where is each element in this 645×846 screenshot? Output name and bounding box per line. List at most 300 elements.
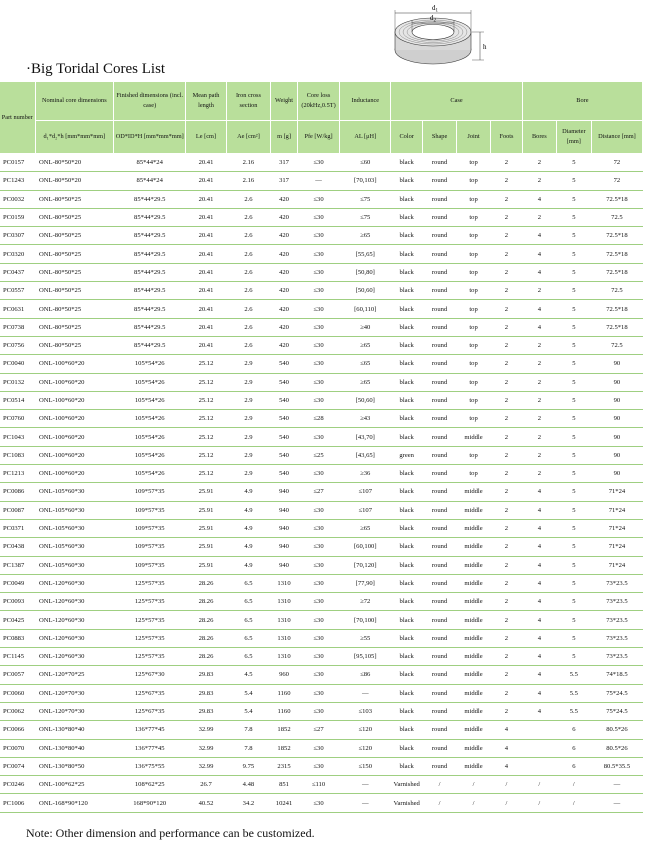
cell-case-color: Varnished bbox=[391, 794, 423, 812]
cell-core-loss: ≤30 bbox=[297, 318, 339, 336]
cell-part-number: PC0093 bbox=[0, 593, 35, 611]
cell-bores: 2 bbox=[522, 410, 556, 428]
cell-inductance: ≥40 bbox=[340, 318, 391, 336]
cell-mean-path-length: 29.83 bbox=[186, 666, 226, 684]
cell-mean-path-length: 28.26 bbox=[186, 574, 226, 592]
cell-bores: 2 bbox=[522, 208, 556, 226]
cell-case-foots: 4 bbox=[491, 757, 523, 775]
diagram-label-h: h bbox=[483, 43, 487, 51]
cell-case-shape: round bbox=[423, 574, 457, 592]
cell-part-number: PC0057 bbox=[0, 666, 35, 684]
cell-mean-path-length: 25.12 bbox=[186, 391, 226, 409]
cell-iron-cross-section: 6.5 bbox=[226, 593, 271, 611]
cell-part-number: PC0631 bbox=[0, 300, 35, 318]
cell-case-color: black bbox=[391, 666, 423, 684]
cell-nominal-dimensions: ONL-120*60*30 bbox=[35, 611, 114, 629]
cell-bores: 4 bbox=[522, 318, 556, 336]
cell-case-color: black bbox=[391, 355, 423, 373]
cell-iron-cross-section: 6.5 bbox=[226, 611, 271, 629]
table-row bbox=[0, 519, 643, 537]
cell-case-color: black bbox=[391, 245, 423, 263]
cell-case-shape: round bbox=[423, 593, 457, 611]
cell-bore-distance: 80.5*26 bbox=[591, 739, 642, 757]
cell-case-shape: / bbox=[423, 794, 457, 812]
cell-part-number: PC0062 bbox=[0, 702, 35, 720]
cell-case-shape: round bbox=[423, 501, 457, 519]
cell-finished-dimensions: 85*44*29.5 bbox=[114, 190, 186, 208]
cell-case-color: black bbox=[391, 593, 423, 611]
cell-weight: 420 bbox=[271, 227, 298, 245]
cell-bore-diameter: 5 bbox=[556, 410, 591, 428]
cell-weight: 540 bbox=[271, 373, 298, 391]
cell-case-color: black bbox=[391, 336, 423, 354]
cell-case-foots: / bbox=[491, 794, 523, 812]
cell-part-number: PC0307 bbox=[0, 227, 35, 245]
cell-finished-dimensions: 125*67*30 bbox=[114, 666, 186, 684]
cell-iron-cross-section: 6.5 bbox=[226, 648, 271, 666]
cell-inductance: ≤75 bbox=[340, 208, 391, 226]
cell-iron-cross-section: 2.6 bbox=[226, 336, 271, 354]
table-row bbox=[0, 776, 643, 794]
cell-weight: 540 bbox=[271, 428, 298, 446]
cell-bore-diameter: 5.5 bbox=[556, 684, 591, 702]
cell-case-joint: middle bbox=[457, 721, 491, 739]
cell-case-shape: round bbox=[423, 336, 457, 354]
cell-bores: 4 bbox=[522, 227, 556, 245]
header-core-loss: Core loss (20kHz,0.5T) bbox=[297, 82, 339, 121]
cell-case-color: black bbox=[391, 300, 423, 318]
cell-iron-cross-section: 6.5 bbox=[226, 629, 271, 647]
cell-inductance: [43,65] bbox=[340, 446, 391, 464]
cell-case-joint: top bbox=[457, 336, 491, 354]
cell-nominal-dimensions: ONL-105*60*30 bbox=[35, 501, 114, 519]
cell-bores: 4 bbox=[522, 684, 556, 702]
cell-finished-dimensions: 85*44*24 bbox=[114, 172, 186, 190]
cell-case-shape: round bbox=[423, 721, 457, 739]
cell-inductance: ≤65 bbox=[340, 355, 391, 373]
cell-finished-dimensions: 105*54*26 bbox=[114, 410, 186, 428]
cell-part-number: PC0132 bbox=[0, 373, 35, 391]
cell-weight: 851 bbox=[271, 776, 298, 794]
cell-nominal-dimensions: ONL-120*60*30 bbox=[35, 648, 114, 666]
cell-nominal-dimensions: ONL-100*60*20 bbox=[35, 446, 114, 464]
table-row bbox=[0, 757, 643, 775]
cell-case-shape: / bbox=[423, 776, 457, 794]
cell-iron-cross-section: 2.6 bbox=[226, 245, 271, 263]
table-row bbox=[0, 611, 643, 629]
cell-core-loss: ≤30 bbox=[297, 263, 339, 281]
cell-case-color: black bbox=[391, 373, 423, 391]
cell-case-color: black bbox=[391, 574, 423, 592]
cell-mean-path-length: 25.91 bbox=[186, 519, 226, 537]
cell-case-joint: middle bbox=[457, 574, 491, 592]
cell-mean-path-length: 25.12 bbox=[186, 355, 226, 373]
table-row bbox=[0, 574, 643, 592]
cell-mean-path-length: 32.99 bbox=[186, 721, 226, 739]
cell-iron-cross-section: 2.9 bbox=[226, 428, 271, 446]
cell-inductance: ≤103 bbox=[340, 702, 391, 720]
cell-case-shape: round bbox=[423, 227, 457, 245]
cell-case-shape: round bbox=[423, 154, 457, 172]
cell-case-shape: round bbox=[423, 648, 457, 666]
cell-nominal-dimensions: ONL-120*70*30 bbox=[35, 684, 114, 702]
cell-bore-diameter: 5 bbox=[556, 245, 591, 263]
cell-mean-path-length: 20.41 bbox=[186, 172, 226, 190]
cell-iron-cross-section: 4.9 bbox=[226, 538, 271, 556]
cell-weight: 317 bbox=[271, 172, 298, 190]
header-inductance: Inductance bbox=[340, 82, 391, 121]
cell-core-loss: ≤30 bbox=[297, 556, 339, 574]
cell-case-joint: middle bbox=[457, 739, 491, 757]
cell-bore-distance: 72.5*18 bbox=[591, 318, 642, 336]
cell-case-joint: middle bbox=[457, 519, 491, 537]
cell-finished-dimensions: 105*54*26 bbox=[114, 373, 186, 391]
cell-case-foots: 2 bbox=[491, 702, 523, 720]
table-row bbox=[0, 721, 643, 739]
cell-weight: 420 bbox=[271, 336, 298, 354]
cell-bore-distance: 72.5*18 bbox=[591, 300, 642, 318]
cell-bore-distance: 73*23.5 bbox=[591, 629, 642, 647]
cell-iron-cross-section: 5.4 bbox=[226, 702, 271, 720]
cell-finished-dimensions: 109*57*35 bbox=[114, 556, 186, 574]
cell-mean-path-length: 20.41 bbox=[186, 245, 226, 263]
table-row bbox=[0, 556, 643, 574]
cell-nominal-dimensions: ONL-120*70*25 bbox=[35, 666, 114, 684]
cell-weight: 1310 bbox=[271, 611, 298, 629]
cell-mean-path-length: 25.12 bbox=[186, 428, 226, 446]
cell-weight: 1310 bbox=[271, 593, 298, 611]
cell-bore-distance: 72.5 bbox=[591, 282, 642, 300]
cell-part-number: PC0557 bbox=[0, 282, 35, 300]
cell-iron-cross-section: 2.9 bbox=[226, 410, 271, 428]
cell-inductance: ≤150 bbox=[340, 757, 391, 775]
table-row bbox=[0, 593, 643, 611]
cell-case-color: black bbox=[391, 227, 423, 245]
cell-mean-path-length: 20.41 bbox=[186, 300, 226, 318]
cell-case-joint: middle bbox=[457, 702, 491, 720]
cell-finished-dimensions: 85*44*29.5 bbox=[114, 208, 186, 226]
cell-nominal-dimensions: ONL-80*50*25 bbox=[35, 208, 114, 226]
cell-case-color: black bbox=[391, 556, 423, 574]
cell-finished-dimensions: 85*44*24 bbox=[114, 154, 186, 172]
cell-weight: 420 bbox=[271, 318, 298, 336]
cell-finished-dimensions: 136*75*55 bbox=[114, 757, 186, 775]
cell-bore-distance: — bbox=[591, 794, 642, 812]
cell-core-loss: ≤30 bbox=[297, 629, 339, 647]
cell-bore-diameter: 5 bbox=[556, 282, 591, 300]
cell-mean-path-length: 29.83 bbox=[186, 684, 226, 702]
cell-nominal-dimensions: ONL-105*60*30 bbox=[35, 538, 114, 556]
cell-bores: 4 bbox=[522, 245, 556, 263]
cell-mean-path-length: 25.12 bbox=[186, 410, 226, 428]
cell-finished-dimensions: 109*57*35 bbox=[114, 483, 186, 501]
cell-case-foots: 2 bbox=[491, 318, 523, 336]
table-row bbox=[0, 336, 643, 354]
cell-core-loss: ≤30 bbox=[297, 300, 339, 318]
cell-case-color: black bbox=[391, 702, 423, 720]
cell-bore-distance: 80.5*26 bbox=[591, 721, 642, 739]
cell-bores: 4 bbox=[522, 611, 556, 629]
cell-iron-cross-section: 2.16 bbox=[226, 154, 271, 172]
cell-nominal-dimensions: ONL-100*60*20 bbox=[35, 391, 114, 409]
cell-finished-dimensions: 136*77*45 bbox=[114, 721, 186, 739]
cell-case-joint: top bbox=[457, 263, 491, 281]
cell-part-number: PC0883 bbox=[0, 629, 35, 647]
cell-bore-distance: 71*24 bbox=[591, 483, 642, 501]
cell-nominal-dimensions: ONL-120*60*30 bbox=[35, 593, 114, 611]
cell-case-joint: top bbox=[457, 154, 491, 172]
cell-bore-diameter: / bbox=[556, 794, 591, 812]
cell-inductance: ≤107 bbox=[340, 483, 391, 501]
cell-weight: 2315 bbox=[271, 757, 298, 775]
cell-nominal-dimensions: ONL-80*50*25 bbox=[35, 318, 114, 336]
cell-case-foots: 2 bbox=[491, 227, 523, 245]
cell-inductance: [43,70] bbox=[340, 428, 391, 446]
cell-core-loss: ≤30 bbox=[297, 702, 339, 720]
cell-iron-cross-section: 2.6 bbox=[226, 227, 271, 245]
cell-weight: 1160 bbox=[271, 702, 298, 720]
cell-case-foots: 2 bbox=[491, 245, 523, 263]
footnote: Note: Other dimension and performance can be customized. bbox=[26, 826, 315, 840]
cell-case-shape: round bbox=[423, 684, 457, 702]
cell-core-loss: ≤30 bbox=[297, 501, 339, 519]
cell-bore-diameter: 5 bbox=[556, 190, 591, 208]
cell-bore-distance: 72.5*18 bbox=[591, 263, 642, 281]
cell-part-number: PC0032 bbox=[0, 190, 35, 208]
cell-case-joint: middle bbox=[457, 538, 491, 556]
cell-bore-distance: 72.5 bbox=[591, 336, 642, 354]
table-row bbox=[0, 702, 643, 720]
cell-case-shape: round bbox=[423, 556, 457, 574]
cell-finished-dimensions: 109*57*35 bbox=[114, 538, 186, 556]
cell-nominal-dimensions: ONL-105*60*30 bbox=[35, 483, 114, 501]
table-row bbox=[0, 355, 643, 373]
cell-bore-distance: 72 bbox=[591, 172, 642, 190]
cell-finished-dimensions: 108*62*25 bbox=[114, 776, 186, 794]
cell-weight: 1852 bbox=[271, 739, 298, 757]
cell-bore-distance: 90 bbox=[591, 428, 642, 446]
cell-case-joint: top bbox=[457, 465, 491, 483]
cell-bores: / bbox=[522, 776, 556, 794]
cell-part-number: PC0738 bbox=[0, 318, 35, 336]
cell-inductance: [70,100] bbox=[340, 611, 391, 629]
cell-bores: 2 bbox=[522, 391, 556, 409]
table-row bbox=[0, 410, 643, 428]
cell-bores: 4 bbox=[522, 556, 556, 574]
cell-inductance: [77,90] bbox=[340, 574, 391, 592]
cell-case-shape: round bbox=[423, 245, 457, 263]
cell-case-foots: 2 bbox=[491, 172, 523, 190]
cell-bore-distance: 73*23.5 bbox=[591, 574, 642, 592]
cell-bore-diameter: 6 bbox=[556, 757, 591, 775]
cell-iron-cross-section: 2.6 bbox=[226, 318, 271, 336]
cell-iron-cross-section: 4.9 bbox=[226, 556, 271, 574]
cell-bores: 4 bbox=[522, 629, 556, 647]
cell-case-foots: 2 bbox=[491, 391, 523, 409]
cell-bore-diameter: 5 bbox=[556, 172, 591, 190]
table-row bbox=[0, 483, 643, 501]
cell-case-foots: 2 bbox=[491, 684, 523, 702]
cell-bore-distance: 90 bbox=[591, 391, 642, 409]
cell-core-loss: ≤30 bbox=[297, 190, 339, 208]
cell-mean-path-length: 20.41 bbox=[186, 336, 226, 354]
cell-case-color: black bbox=[391, 629, 423, 647]
cell-inductance: ≤107 bbox=[340, 501, 391, 519]
cell-finished-dimensions: 125*67*35 bbox=[114, 702, 186, 720]
cell-case-shape: round bbox=[423, 629, 457, 647]
cell-bore-diameter: / bbox=[556, 776, 591, 794]
cell-bores: 4 bbox=[522, 501, 556, 519]
cell-part-number: PC1387 bbox=[0, 556, 35, 574]
cell-case-foots: 2 bbox=[491, 465, 523, 483]
cell-weight: 1310 bbox=[271, 648, 298, 666]
cell-case-joint: middle bbox=[457, 556, 491, 574]
cell-inductance: [50,60] bbox=[340, 282, 391, 300]
cell-case-joint: top bbox=[457, 245, 491, 263]
cell-nominal-dimensions: ONL-80*50*25 bbox=[35, 227, 114, 245]
cell-iron-cross-section: 2.16 bbox=[226, 172, 271, 190]
cell-case-foots: 2 bbox=[491, 593, 523, 611]
cell-case-joint: top bbox=[457, 172, 491, 190]
cell-case-foots: 2 bbox=[491, 300, 523, 318]
cell-bore-distance: 72.5*18 bbox=[591, 190, 642, 208]
cell-case-color: black bbox=[391, 172, 423, 190]
cell-nominal-dimensions: ONL-100*62*25 bbox=[35, 776, 114, 794]
cell-bores: 2 bbox=[522, 446, 556, 464]
cell-case-joint: top bbox=[457, 190, 491, 208]
cell-core-loss: ≤30 bbox=[297, 538, 339, 556]
table-row bbox=[0, 172, 643, 190]
cell-finished-dimensions: 85*44*29.5 bbox=[114, 318, 186, 336]
cell-bores: 4 bbox=[522, 519, 556, 537]
cell-bore-diameter: 5.5 bbox=[556, 702, 591, 720]
cell-nominal-dimensions: ONL-100*60*20 bbox=[35, 410, 114, 428]
cell-inductance: ≥65 bbox=[340, 227, 391, 245]
cell-case-foots: 2 bbox=[491, 373, 523, 391]
cell-part-number: PC1145 bbox=[0, 648, 35, 666]
cell-weight: 1310 bbox=[271, 629, 298, 647]
cell-nominal-dimensions: ONL-105*60*30 bbox=[35, 556, 114, 574]
cell-nominal-dimensions: ONL-80*50*25 bbox=[35, 263, 114, 281]
cell-inductance: ≥72 bbox=[340, 593, 391, 611]
header-bores: Bores bbox=[522, 121, 556, 154]
cell-case-color: black bbox=[391, 611, 423, 629]
cell-iron-cross-section: 9.75 bbox=[226, 757, 271, 775]
cell-case-shape: round bbox=[423, 666, 457, 684]
cell-bore-distance: 90 bbox=[591, 446, 642, 464]
cell-iron-cross-section: 2.9 bbox=[226, 465, 271, 483]
cell-core-loss: ≤110 bbox=[297, 776, 339, 794]
cell-bore-distance: 71*24 bbox=[591, 501, 642, 519]
cell-iron-cross-section: 34.2 bbox=[226, 794, 271, 812]
cell-case-shape: round bbox=[423, 428, 457, 446]
cell-part-number: PC0070 bbox=[0, 739, 35, 757]
cell-core-loss: ≤30 bbox=[297, 465, 339, 483]
cell-mean-path-length: 32.99 bbox=[186, 739, 226, 757]
table-row bbox=[0, 263, 643, 281]
cell-nominal-dimensions: ONL-80*50*20 bbox=[35, 154, 114, 172]
cell-weight: 1852 bbox=[271, 721, 298, 739]
cell-bores: 2 bbox=[522, 355, 556, 373]
cell-weight: 1310 bbox=[271, 574, 298, 592]
header-part-number: Part number bbox=[0, 82, 35, 154]
cell-case-foots: 2 bbox=[491, 410, 523, 428]
cell-iron-cross-section: 4.48 bbox=[226, 776, 271, 794]
cell-mean-path-length: 28.26 bbox=[186, 611, 226, 629]
cell-weight: 420 bbox=[271, 263, 298, 281]
cell-bores: 2 bbox=[522, 373, 556, 391]
header-pfe: Pfe [W/kg] bbox=[297, 121, 339, 154]
cell-weight: 940 bbox=[271, 556, 298, 574]
cell-case-foots: / bbox=[491, 776, 523, 794]
cell-iron-cross-section: 2.9 bbox=[226, 355, 271, 373]
cell-mean-path-length: 25.91 bbox=[186, 556, 226, 574]
cell-finished-dimensions: 85*44*29.5 bbox=[114, 263, 186, 281]
cell-case-shape: round bbox=[423, 318, 457, 336]
cell-inductance: [95,105] bbox=[340, 648, 391, 666]
cell-bore-diameter: 5 bbox=[556, 355, 591, 373]
cell-bore-distance: 72.5 bbox=[591, 208, 642, 226]
cell-case-shape: round bbox=[423, 739, 457, 757]
cell-core-loss: ≤30 bbox=[297, 373, 339, 391]
cell-mean-path-length: 29.83 bbox=[186, 702, 226, 720]
cell-case-foots: 2 bbox=[491, 483, 523, 501]
cell-inductance: ≥36 bbox=[340, 465, 391, 483]
cell-case-foots: 2 bbox=[491, 538, 523, 556]
cell-bore-diameter: 5 bbox=[556, 208, 591, 226]
header-bore: Bore bbox=[522, 82, 642, 121]
cell-bores: 4 bbox=[522, 574, 556, 592]
cell-case-shape: round bbox=[423, 282, 457, 300]
cell-inductance: [60,110] bbox=[340, 300, 391, 318]
cell-nominal-dimensions: ONL-100*60*20 bbox=[35, 355, 114, 373]
cell-case-shape: round bbox=[423, 519, 457, 537]
cell-nominal-dimensions: ONL-120*60*30 bbox=[35, 629, 114, 647]
cell-core-loss: ≤30 bbox=[297, 611, 339, 629]
cell-bores: 2 bbox=[522, 282, 556, 300]
cell-weight: 940 bbox=[271, 538, 298, 556]
table-row bbox=[0, 794, 643, 812]
cell-nominal-dimensions: ONL-130*80*50 bbox=[35, 757, 114, 775]
cell-case-foots: 2 bbox=[491, 428, 523, 446]
cell-bore-diameter: 5 bbox=[556, 318, 591, 336]
cell-case-color: black bbox=[391, 428, 423, 446]
cell-part-number: PC1006 bbox=[0, 794, 35, 812]
cell-bore-diameter: 5 bbox=[556, 648, 591, 666]
cell-case-joint: top bbox=[457, 300, 491, 318]
cell-core-loss: ≤30 bbox=[297, 336, 339, 354]
cell-mean-path-length: 20.41 bbox=[186, 227, 226, 245]
toroid-core-diagram bbox=[388, 2, 498, 76]
cell-core-loss: ≤30 bbox=[297, 684, 339, 702]
cell-iron-cross-section: 6.5 bbox=[226, 574, 271, 592]
cell-bore-diameter: 5 bbox=[556, 593, 591, 611]
cell-bores: 2 bbox=[522, 465, 556, 483]
cell-core-loss: ≤30 bbox=[297, 355, 339, 373]
cell-mean-path-length: 25.12 bbox=[186, 446, 226, 464]
cell-bore-diameter: 5 bbox=[556, 501, 591, 519]
cell-core-loss: ≤30 bbox=[297, 648, 339, 666]
cell-inductance: ≤86 bbox=[340, 666, 391, 684]
cell-inductance: ≤75 bbox=[340, 190, 391, 208]
cell-case-foots: 2 bbox=[491, 154, 523, 172]
cell-case-joint: middle bbox=[457, 501, 491, 519]
header-weight: Weight bbox=[271, 82, 298, 121]
cell-nominal-dimensions: ONL-100*60*20 bbox=[35, 373, 114, 391]
cell-case-color: black bbox=[391, 684, 423, 702]
cell-inductance: — bbox=[340, 776, 391, 794]
cell-case-shape: round bbox=[423, 208, 457, 226]
